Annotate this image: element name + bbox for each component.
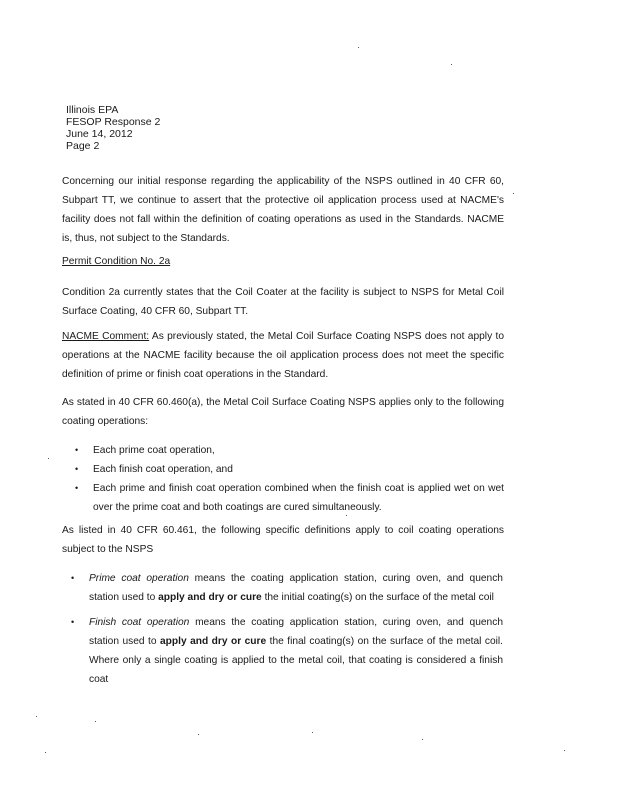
scan-speck (358, 47, 359, 48)
bullet-icon: • (71, 617, 75, 627)
comment-text: As previously stated, the Metal Coil Surface Coating NSPS does not apply to operations at the NACME facility because the oil application process does not meet the specific definition of prime or finish coat operations in the Standard. (62, 331, 504, 380)
scan-speck (513, 193, 514, 194)
comment-label: NACME Comment: (62, 331, 150, 342)
list-item: • Each finish coat operation, and (93, 460, 504, 479)
bullet-icon: • (75, 483, 79, 493)
scan-speck (422, 739, 423, 740)
intro-paragraph: Concerning our initial response regarding the applicability of the NSPS outlined in 40 CFR 60, Subpart TT, we continue to assert that the protective oil application process used at NACME's facility does not fall within the definition of coating operations as used in the Standards. NACME is, thus, not subject to the Standards. (62, 176, 504, 244)
definitions-list (71, 569, 503, 689)
scan-speck (346, 515, 347, 516)
letter-header (66, 104, 160, 152)
definition-term: Prime coat operation (89, 573, 189, 584)
header-page-number: Page 2 (66, 140, 100, 152)
section-heading (62, 252, 504, 271)
condition-paragraph: Condition 2a currently states that the Coil Coater at the facility is subject to NSPS for Metal Coil Surface Coating, 40 CFR 60, Subpart TT. (62, 287, 504, 317)
header-date: June 14, 2012 (66, 128, 133, 140)
scan-speck (198, 734, 199, 735)
scan-speck (564, 750, 565, 751)
bullet-icon: • (71, 573, 75, 583)
scan-speck (36, 716, 37, 717)
scan-speck (45, 752, 46, 753)
list-item: • Finish coat operation means the coating application station, curing oven, and quench station used to apply and dry or cure the final coating(s) on the surface of the metal coil. Where only a single coating is applied to the metal coil, that coating is considered a finish coat (89, 613, 503, 689)
header-subject: FESOP Response 2 (66, 116, 161, 128)
bullet-icon: • (75, 464, 79, 474)
coating-operations-list (75, 441, 504, 517)
definitions-intro-paragraph: As listed in 40 CFR 60.461, the following specific definitions apply to coil coating operations subject to the NSPS (62, 525, 504, 555)
applicability-paragraph: As stated in 40 CFR 60.460(a), the Metal Coil Surface Coating NSPS applies only to the following coating operations: (62, 397, 504, 427)
bullet-icon: • (75, 445, 79, 455)
definition-term: Finish coat operation (89, 617, 190, 628)
list-item: • Each prime and finish coat operation combined when the finish coat is applied wet on wet over the prime coat and both coatings are cured simultaneously. (93, 479, 504, 517)
scan-speck (48, 458, 49, 459)
comment-paragraph (62, 327, 504, 384)
scan-speck (312, 732, 313, 733)
list-item: • Prime coat operation means the coating application station, curing oven, and quench station used to apply and dry or cure the initial coating(s) on the surface of the metal coil (89, 569, 503, 607)
list-item: • Each prime coat operation, (93, 441, 504, 460)
header-recipient: Illinois EPA (66, 104, 119, 116)
permit-condition-heading: Permit Condition No. 2a (62, 256, 171, 267)
scan-speck (451, 64, 452, 65)
scan-speck (95, 721, 96, 722)
